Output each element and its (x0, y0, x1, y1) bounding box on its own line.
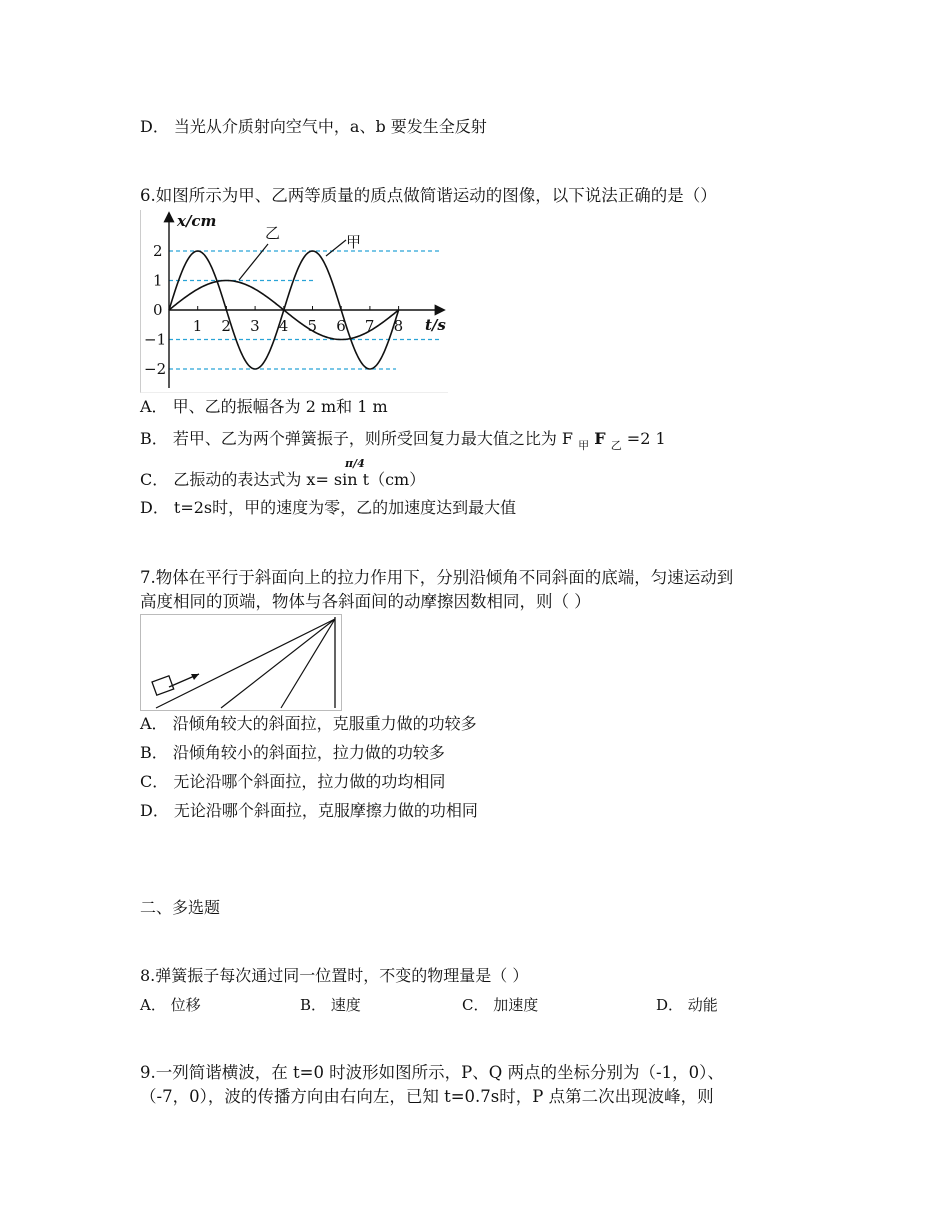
x-tick-label: 8 (393, 317, 404, 335)
q6-option-b-text: B． 若甲、乙为两个弹簧振子，则所受回复力最大值之比为 F (140, 429, 574, 448)
oscillation-chart (141, 210, 448, 392)
q6-option-c-fraction: π/4 (345, 457, 365, 470)
x-tick-label: 5 (307, 317, 318, 335)
x-axis-label: t/s (425, 316, 446, 334)
q7-option-d: D． 无论沿哪个斜面拉，克服摩擦力做的功相同 (140, 801, 478, 820)
y-axis-label: x/cm (177, 212, 217, 230)
q7-option-c: C． 无论沿哪个斜面拉，拉力做的功均相同 (140, 772, 446, 791)
q7-stem-line1: 7.物体在平行于斜面向上的拉力作用下，分别沿倾角不同斜面的底端，匀速运动到 (140, 568, 734, 587)
y-tick-label: 2 (153, 242, 163, 260)
q6-graph (140, 210, 448, 393)
q7-option-a: A． 沿倾角较大的斜面拉，克服重力做的功较多 (140, 714, 477, 733)
q6-option-b-f: F (594, 429, 606, 448)
x-tick-label: 2 (221, 317, 231, 335)
q7-option-b: B． 沿倾角较小的斜面拉，拉力做的功较多 (140, 743, 445, 762)
q6-option-d: D． t=2s时，甲的速度为零，乙的加速度达到最大值 (140, 498, 517, 517)
q6-option-b-sub-jia: 甲 (578, 439, 590, 452)
q6-stem: 6.如图所示为甲、乙两等质量的质点做简谐运动的图像，以下说法正确的是（） (140, 186, 717, 205)
series-pointer-yi (239, 244, 268, 280)
x-tick-label: 7 (364, 317, 375, 335)
series-label-jia: 甲 (346, 233, 362, 251)
q7-incline-figure (140, 614, 342, 711)
q9-stem-line1: 9.一列简谐横波，在 t=0 时波形如图所示，P、Q 两点的坐标分别为（-1，0）、 (140, 1063, 724, 1082)
block (152, 676, 174, 695)
q8-option-b: B． 速度 (300, 996, 361, 1014)
y-tick-label: 0 (153, 301, 163, 319)
x-tick-label: 6 (336, 317, 346, 335)
series-label-yi: 乙 (265, 224, 281, 242)
q9-stem-line2: （-7，0），波的传播方向由右向左，已知 t=0.7s时，P 点第二次出现波峰，则 (140, 1087, 714, 1106)
section-heading: 二、多选题 (140, 898, 221, 917)
q5-option-d: D． 当光从介质射向空气中，a、b 要发生全反射 (140, 117, 487, 136)
q6-option-b-sub-yi: 乙 (610, 439, 622, 452)
y-tick-label: −2 (144, 360, 167, 378)
q8-option-d: D． 动能 (656, 996, 718, 1014)
q6-option-c: C． 乙振动的表达式为 x= sin t（cm） (140, 470, 426, 489)
x-tick-label: 1 (192, 317, 203, 335)
x-tick-label: 3 (250, 317, 260, 335)
q6-option-b-ratio: =2 1 (626, 429, 666, 448)
x-tick-label: 4 (278, 317, 289, 335)
q6-option-a: A． 甲、乙的振幅各为 2 m和 1 m (140, 397, 388, 416)
q8-option-a: A． 位移 (140, 996, 201, 1014)
y-tick-label: 1 (153, 271, 163, 290)
q8-option-c: C． 加速度 (462, 996, 539, 1014)
incline-medium (221, 619, 335, 708)
q7-stem-line2: 高度相同的顶端，物体与各斜面间的动摩擦因数相同，则（ ） (140, 592, 591, 611)
q6-option-b (140, 429, 666, 451)
series-pointer-jia (326, 240, 346, 256)
y-tick-label: −1 (144, 330, 167, 349)
q8-stem: 8.弹簧振子每次通过同一位置时，不变的物理量是（ ） (140, 966, 529, 985)
